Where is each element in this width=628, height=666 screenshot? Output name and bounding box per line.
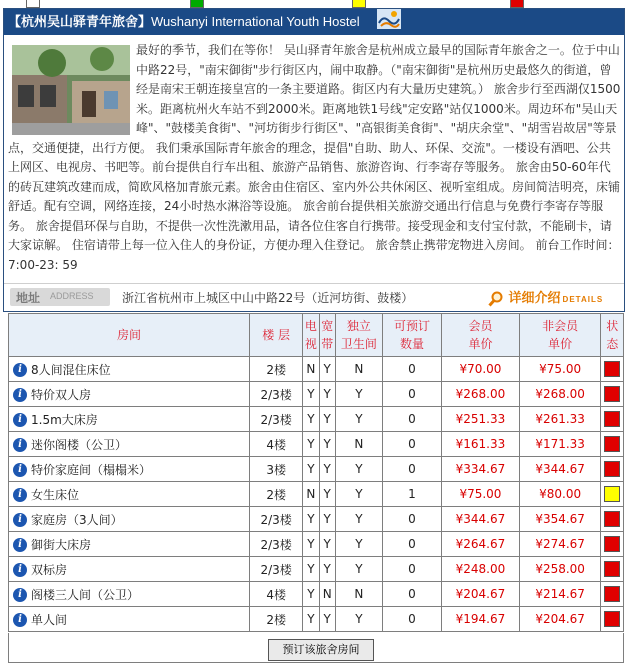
magnifier-icon bbox=[488, 291, 504, 307]
status-cell bbox=[601, 507, 624, 532]
legend-swatch-red bbox=[510, 0, 524, 8]
info-icon[interactable]: i bbox=[13, 513, 27, 527]
available-cell: 0 bbox=[382, 557, 441, 582]
info-icon[interactable]: i bbox=[13, 538, 27, 552]
tv-cell: N bbox=[303, 357, 319, 382]
room-name[interactable]: 家庭房（3人间） bbox=[31, 512, 123, 527]
table-row bbox=[9, 457, 624, 482]
floor-cell: 2楼 bbox=[250, 607, 303, 632]
col-broadband: 宽 带 bbox=[319, 314, 335, 357]
nonmember-price-cell: ¥75.00 bbox=[519, 357, 601, 382]
nonmember-price-cell: ¥258.00 bbox=[519, 557, 601, 582]
legend-swatch-green bbox=[190, 0, 204, 8]
legend-swatch-white bbox=[26, 0, 40, 8]
table-row bbox=[9, 557, 624, 582]
private-bath-cell: Y bbox=[335, 607, 382, 632]
tv-cell: Y bbox=[303, 557, 319, 582]
tv-cell: Y bbox=[303, 582, 319, 607]
table-row bbox=[9, 607, 624, 632]
tv-cell: Y bbox=[303, 507, 319, 532]
member-price-cell: ¥334.67 bbox=[442, 457, 520, 482]
status-indicator bbox=[604, 436, 620, 452]
col-status: 状 态 bbox=[601, 314, 624, 357]
room-name-cell[interactable] bbox=[9, 507, 250, 532]
available-cell: 0 bbox=[382, 532, 441, 557]
available-cell: 0 bbox=[382, 382, 441, 407]
hostel-description bbox=[8, 41, 622, 275]
status-cell bbox=[601, 357, 624, 382]
private-bath-cell: N bbox=[335, 432, 382, 457]
broadband-cell: Y bbox=[319, 357, 335, 382]
nonmember-price-cell: ¥268.00 bbox=[519, 382, 601, 407]
floor-cell: 4楼 bbox=[250, 582, 303, 607]
tv-cell: Y bbox=[303, 407, 319, 432]
status-indicator bbox=[604, 361, 620, 377]
floor-cell: 3楼 bbox=[250, 457, 303, 482]
tv-cell: Y bbox=[303, 607, 319, 632]
room-name-cell[interactable] bbox=[9, 482, 250, 507]
info-icon[interactable]: i bbox=[13, 463, 27, 477]
room-name[interactable]: 特价双人房 bbox=[31, 387, 92, 402]
member-price-cell: ¥264.67 bbox=[442, 532, 520, 557]
status-indicator bbox=[604, 461, 620, 477]
room-name-cell[interactable] bbox=[9, 407, 250, 432]
room-name[interactable]: 8人间混住床位 bbox=[31, 362, 111, 377]
table-row bbox=[9, 507, 624, 532]
address-badge-cn: 地址 bbox=[16, 291, 41, 305]
status-cell bbox=[601, 432, 624, 457]
broadband-cell: N bbox=[319, 582, 335, 607]
hostel-info-panel bbox=[3, 8, 625, 312]
room-name-cell[interactable] bbox=[9, 607, 250, 632]
col-tv: 电 视 bbox=[303, 314, 319, 357]
status-cell bbox=[601, 557, 624, 582]
private-bath-cell: Y bbox=[335, 557, 382, 582]
private-bath-cell: Y bbox=[335, 407, 382, 432]
private-bath-cell: Y bbox=[335, 507, 382, 532]
table-row bbox=[9, 582, 624, 607]
status-indicator bbox=[604, 561, 620, 577]
col-member-price: 会员 单价 bbox=[442, 314, 520, 357]
private-bath-cell: Y bbox=[335, 482, 382, 507]
member-price-cell: ¥251.33 bbox=[442, 407, 520, 432]
tv-cell: Y bbox=[303, 457, 319, 482]
status-cell bbox=[601, 457, 624, 482]
floor-cell: 2/3楼 bbox=[250, 507, 303, 532]
table-row bbox=[9, 382, 624, 407]
room-name[interactable]: 迷你阁楼（公卫） bbox=[31, 437, 128, 452]
col-private-bath: 独立 卫生间 bbox=[335, 314, 382, 357]
tv-cell: Y bbox=[303, 532, 319, 557]
status-cell bbox=[601, 407, 624, 432]
details-label: 详细介绍 bbox=[508, 291, 561, 306]
member-price-cell: ¥268.00 bbox=[442, 382, 520, 407]
floor-cell: 2楼 bbox=[250, 357, 303, 382]
status-cell bbox=[601, 532, 624, 557]
tv-cell: Y bbox=[303, 432, 319, 457]
private-bath-cell: Y bbox=[335, 457, 382, 482]
col-available: 可预订 数量 bbox=[382, 314, 441, 357]
room-name-cell[interactable] bbox=[9, 582, 250, 607]
room-table bbox=[8, 313, 624, 632]
status-cell bbox=[601, 482, 624, 507]
room-name-cell[interactable] bbox=[9, 382, 250, 407]
status-indicator bbox=[604, 586, 620, 602]
status-indicator bbox=[604, 386, 620, 402]
table-row bbox=[9, 357, 624, 382]
hostel-title-bar bbox=[4, 9, 624, 35]
nonmember-price-cell: ¥344.67 bbox=[519, 457, 601, 482]
nonmember-price-cell: ¥171.33 bbox=[519, 432, 601, 457]
details-sub-label: DETAILS bbox=[562, 295, 604, 304]
info-icon[interactable]: i bbox=[13, 563, 27, 577]
address-text: 浙江省杭州市上城区中山中路22号（近河坊街、鼓楼） bbox=[122, 291, 414, 305]
room-name[interactable]: 特价家庭间（榻榻米） bbox=[31, 462, 152, 477]
nonmember-price-cell: ¥80.00 bbox=[519, 482, 601, 507]
room-name[interactable]: 阁楼三人间（公卫） bbox=[31, 587, 140, 602]
table-row bbox=[9, 407, 624, 432]
tv-cell: Y bbox=[303, 382, 319, 407]
room-name-cell[interactable] bbox=[9, 432, 250, 457]
room-name-cell[interactable] bbox=[9, 357, 250, 382]
col-nonmember-price: 非会员 单价 bbox=[519, 314, 601, 357]
broadband-cell: Y bbox=[319, 532, 335, 557]
floor-cell: 2/3楼 bbox=[250, 407, 303, 432]
status-indicator bbox=[604, 511, 620, 527]
available-cell: 0 bbox=[382, 457, 441, 482]
available-cell: 0 bbox=[382, 432, 441, 457]
info-icon[interactable]: i bbox=[13, 613, 27, 627]
room-name[interactable]: 双标房 bbox=[31, 562, 68, 577]
table-row bbox=[9, 432, 624, 457]
status-cell bbox=[601, 607, 624, 632]
wave-logo-icon bbox=[377, 9, 401, 29]
status-cell bbox=[601, 382, 624, 407]
col-floor: 楼 层 bbox=[250, 314, 303, 357]
room-name[interactable]: 御街大床房 bbox=[31, 537, 92, 552]
member-price-cell: ¥70.00 bbox=[442, 357, 520, 382]
member-price-cell: ¥194.67 bbox=[442, 607, 520, 632]
broadband-cell: Y bbox=[319, 457, 335, 482]
broadband-cell: Y bbox=[319, 607, 335, 632]
member-price-cell: ¥161.33 bbox=[442, 432, 520, 457]
nonmember-price-cell: ¥204.67 bbox=[519, 607, 601, 632]
floor-cell: 4楼 bbox=[250, 432, 303, 457]
hostel-description-text: 最好的季节，我们在等你！ 吴山驿青年旅舍是杭州成立最早的国际青年旅舍之一。位于中山中路22号，"南宋御街"步行街区内，闹中取静。（"南宋御街"是杭州历史最悠久的街道，曾经是南宋王朝连接皇宫的一条主要道路。街区内有大量历史建筑。） 旅舍步行至西湖仅1500米。距离杭州火车站不到2000米。距离地铁1号线"定安路"站仅1000米。周边环布"吴山天峰"、"鼓楼美食街"、"河坊街步行街区"、"高银街美食街"、"胡庆余堂"、"胡雪岩故居"等景点，交通便捷，出行方便。 我们秉承国际青年旅舍的理念，提倡"自助、助人、环保、交流"。一楼设有酒吧、公共上网区、电视房、书吧等。前台提供自行车出租、旅游产品销售、旅游咨询、行李寄存等服务。 旅舍由50-60年代的砖瓦建筑改建而成，简欧风格加青旅元素。旅舍由住宿区、室内外公共休闲区、视听室组成。房间简洁明亮，床铺舒适。配有空调，网络连接，24小时热水淋浴等设施。 旅舍前台提供相关旅游交通出行信息与免费行李寄存等服务。 旅舍提倡环保与自助，不提供一次性洗漱用品，请各位住客自行携带。接受现金和支付宝付款，不能刷卡，请大家谅解。 住宿请带上每一位入住人的身份证，方便办理入住登记。 旅舍禁止携带宠物进入房间。 前台工作时间：7:00-23: 59 bbox=[8, 43, 621, 272]
broadband-cell: Y bbox=[319, 557, 335, 582]
hostel-title-en: Wushanyi International Youth Hostel bbox=[151, 14, 360, 29]
col-room: 房间 bbox=[9, 314, 250, 357]
broadband-cell: Y bbox=[319, 482, 335, 507]
member-price-cell: ¥248.00 bbox=[442, 557, 520, 582]
floor-cell: 2楼 bbox=[250, 482, 303, 507]
nonmember-price-cell: ¥354.67 bbox=[519, 507, 601, 532]
table-row bbox=[9, 532, 624, 557]
member-price-cell: ¥344.67 bbox=[442, 507, 520, 532]
available-cell: 0 bbox=[382, 407, 441, 432]
private-bath-cell: Y bbox=[335, 532, 382, 557]
table-row bbox=[9, 482, 624, 507]
address-badge-en: ADDRESS bbox=[50, 291, 94, 301]
available-cell: 0 bbox=[382, 582, 441, 607]
legend-strip bbox=[0, 0, 628, 8]
private-bath-cell: N bbox=[335, 582, 382, 607]
info-icon[interactable]: i bbox=[13, 438, 27, 452]
member-price-cell: ¥75.00 bbox=[442, 482, 520, 507]
status-cell bbox=[601, 582, 624, 607]
room-name-cell[interactable] bbox=[9, 557, 250, 582]
room-name[interactable]: 单人间 bbox=[31, 612, 68, 627]
status-indicator bbox=[604, 411, 620, 427]
hostel-title-cn: 【杭州吴山驿青年旅舍】 bbox=[8, 15, 152, 30]
table-header-row bbox=[9, 314, 624, 357]
room-name-cell[interactable] bbox=[9, 457, 250, 482]
available-cell: 0 bbox=[382, 507, 441, 532]
broadband-cell: Y bbox=[319, 382, 335, 407]
status-indicator bbox=[604, 486, 620, 502]
private-bath-cell: Y bbox=[335, 382, 382, 407]
nonmember-price-cell: ¥274.67 bbox=[519, 532, 601, 557]
broadband-cell: Y bbox=[319, 407, 335, 432]
available-cell: 0 bbox=[382, 357, 441, 382]
info-icon[interactable]: i bbox=[13, 488, 27, 502]
details-link[interactable] bbox=[488, 287, 603, 307]
room-name[interactable]: 1.5m大床房 bbox=[31, 412, 98, 427]
broadband-cell: Y bbox=[319, 507, 335, 532]
address-badge bbox=[10, 288, 110, 306]
legend-swatch-yellow bbox=[352, 0, 366, 8]
available-cell: 1 bbox=[382, 482, 441, 507]
status-indicator bbox=[604, 536, 620, 552]
room-name-cell[interactable] bbox=[9, 532, 250, 557]
info-icon[interactable]: i bbox=[13, 588, 27, 602]
book-room-button[interactable]: 预订该旅舍房间 bbox=[268, 639, 374, 661]
floor-cell: 2/3楼 bbox=[250, 557, 303, 582]
tv-cell: N bbox=[303, 482, 319, 507]
status-indicator bbox=[604, 611, 620, 627]
info-icon[interactable]: i bbox=[13, 363, 27, 377]
nonmember-price-cell: ¥261.33 bbox=[519, 407, 601, 432]
broadband-cell: Y bbox=[319, 432, 335, 457]
floor-cell: 2/3楼 bbox=[250, 382, 303, 407]
room-name[interactable]: 女生床位 bbox=[31, 487, 80, 502]
available-cell: 0 bbox=[382, 607, 441, 632]
nonmember-price-cell: ¥214.67 bbox=[519, 582, 601, 607]
info-icon[interactable]: i bbox=[13, 413, 27, 427]
member-price-cell: ¥204.67 bbox=[442, 582, 520, 607]
floor-cell: 2/3楼 bbox=[250, 532, 303, 557]
private-bath-cell: N bbox=[335, 357, 382, 382]
info-icon[interactable]: i bbox=[13, 388, 27, 402]
address-bar bbox=[4, 283, 624, 310]
